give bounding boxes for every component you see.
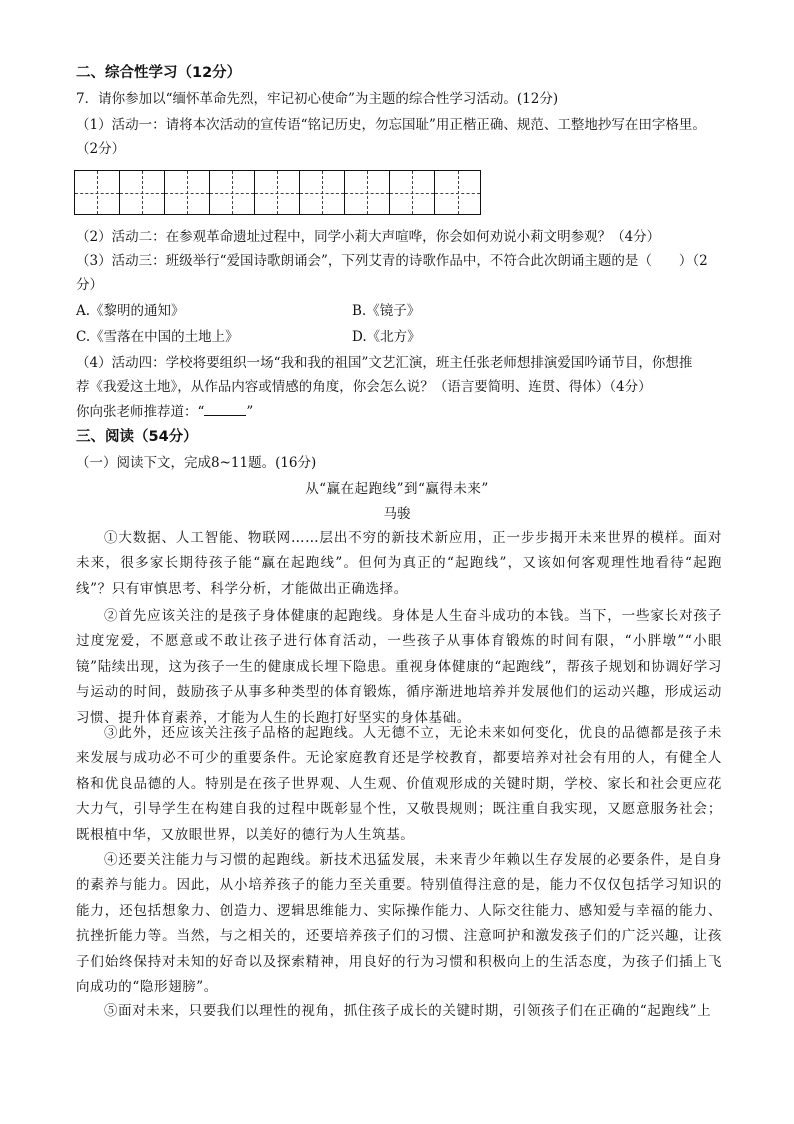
grid-cell[interactable] bbox=[165, 171, 210, 214]
grid-cell[interactable] bbox=[120, 171, 165, 214]
article-paragraph-3: ③此外，还应该关注孩子品格的起跑线。人无德不立，无论未来如何变化，优良的品德都是孩子未来发展与成功必不可少的重要条件。无论家庭教育还是学校教育，都要培养对社会有用的人，有健全人格和优良品德的人。特别是在孩子世界观、人生观、价值观形成的关键时期，学校、家长和社会更应花大力气，引导学生在构建自我的过程中既彰显个性，又敬畏规则；既注重自我实现，又愿意服务社会；既根植中华，又放眼世界，以美好的德行为人生筑基。 bbox=[76, 725, 722, 843]
grid-cell-horizontal-guide bbox=[345, 193, 389, 194]
option-b[interactable]: B.《镜子》 bbox=[352, 303, 421, 319]
activity3-line1: （3）活动三：班级举行“爱国诗歌朗诵会”，下列艾青的诗歌作品中，不符合此次朗诵主题的是（ ）（2 bbox=[76, 253, 708, 269]
answer-prefix: 你向张老师推荐道：“ bbox=[76, 404, 205, 420]
grid-cell[interactable] bbox=[435, 171, 480, 214]
grid-cell[interactable] bbox=[210, 171, 255, 214]
activity4-line2: 荐《我爱这土地》，从作品内容或情感的角度，你会怎么说？（语言要简明、连贯、得体）（4分） bbox=[76, 379, 652, 395]
option-c[interactable]: C.《雪落在中国的土地上》 bbox=[76, 329, 239, 345]
option-d[interactable]: D.《北方》 bbox=[352, 329, 421, 345]
grid-cell-horizontal-guide bbox=[75, 193, 119, 194]
article-title: 从“赢在起跑线”到“赢得未来” bbox=[305, 481, 489, 497]
article-paragraph-1: ①大数据、人工智能、物联网……层出不穷的新技术新应用，正一步步揭开未来世界的模样。面对未来，很多家长期待孩子能“赢在起跑线”。但何为真正的“起跑线”，又该如何客观理性地看待“起跑线”？只有审慎思考、科学分析，才能做出正确选择。 bbox=[76, 530, 722, 597]
activity2-prompt: （2）活动二：在参观革命遗址过程中，同学小莉大声喧哗，你会如何劝说小莉文明参观？（4分） bbox=[76, 229, 661, 245]
activity3-line2: 分） bbox=[76, 277, 103, 293]
reading1-instruction: （一）阅读下文，完成8~11题。(16分) bbox=[76, 455, 317, 471]
grid-cell-horizontal-guide bbox=[390, 193, 434, 194]
grid-cell[interactable] bbox=[75, 171, 120, 214]
question-7-prompt: 7．请你参加以“缅怀革命先烈，牢记初心使命”为主题的综合性学习活动。(12分) bbox=[76, 91, 559, 107]
article-paragraph-5: ⑤面对未来，只要我们以理性的视角，抓住孩子成长的关键时期，引领孩子们在正确的“起跑线”上 bbox=[104, 1003, 712, 1019]
section3-heading: 三、阅读（54分） bbox=[76, 429, 198, 445]
answer-blank[interactable] bbox=[204, 402, 246, 416]
activity4-line1: （4）活动四：学校将要组织一场“我和我的祖国”文艺汇演，班主任张老师想排演爱国吟诵节目，你想推 bbox=[76, 355, 693, 371]
article-paragraph-2: ②首先应该关注的是孩子身体健康的起跑线。身体是人生奋斗成功的本钱。当下，一些家长对孩子过度宠爱，不愿意或不敢让孩子进行体育活动，一些孩子从事体育锻炼的时间有限，“小胖墩”“小眼镜”陆续出现，这为孩子一生的健康成长埋下隐患。重视身体健康的“起跑线”，帮孩子规划和协调好学习与运动的时间，鼓励孩子从事多种类型的体育锻炼，循序渐进地培养并发展他们的运动兴趣，形成运动习惯、提升体育素养，才能为人生的长跑打好坚实的身体基础。 bbox=[76, 608, 722, 726]
grid-cell[interactable] bbox=[255, 171, 300, 214]
answer-suffix: ” bbox=[246, 404, 254, 420]
tianzige-grid[interactable] bbox=[74, 170, 481, 215]
article-paragraph-4: ④还要关注能力与习惯的起跑线。新技术迅猛发展，未来青少年赖以生存发展的必要条件，是自身的素养与能力。因此，从小培养孩子的能力至关重要。特别值得注意的是，能力不仅仅包括学习知识的能力，还包括想象力、创造力、逻辑思维能力、实际操作能力、人际交往能力、感知爱与幸福的能力、抗挫折能力等。当然，与之相关的，还要培养孩子们的习惯、注意呵护和激发孩子们的广泛兴趣，让孩子们始终保持对未知的好奇以及探索精神，用良好的行为习惯和积极向上的生活态度，为孩子们插上飞向成功的“隐形翅膀”。 bbox=[76, 852, 722, 996]
grid-cell[interactable] bbox=[345, 171, 390, 214]
activity1-line1: （1）活动一：请将本次活动的宣传语“铭记历史，勿忘国耻”用正楷正确、规范、工整地抄写在田字格里。 bbox=[76, 117, 706, 133]
grid-cell-horizontal-guide bbox=[435, 193, 480, 194]
grid-cell-horizontal-guide bbox=[120, 193, 164, 194]
activity1-line2: （2分） bbox=[76, 141, 126, 157]
grid-cell-horizontal-guide bbox=[300, 193, 344, 194]
section2-heading: 二、综合性学习（12分） bbox=[76, 65, 242, 81]
grid-cell[interactable] bbox=[390, 171, 435, 214]
grid-cell[interactable] bbox=[300, 171, 345, 214]
option-a[interactable]: A.《黎明的通知》 bbox=[76, 303, 185, 319]
activity4-answer-line bbox=[76, 402, 253, 421]
grid-cell-horizontal-guide bbox=[165, 193, 209, 194]
grid-cell-horizontal-guide bbox=[255, 193, 299, 194]
article-author: 马骏 bbox=[383, 506, 411, 522]
grid-cell-horizontal-guide bbox=[210, 193, 254, 194]
